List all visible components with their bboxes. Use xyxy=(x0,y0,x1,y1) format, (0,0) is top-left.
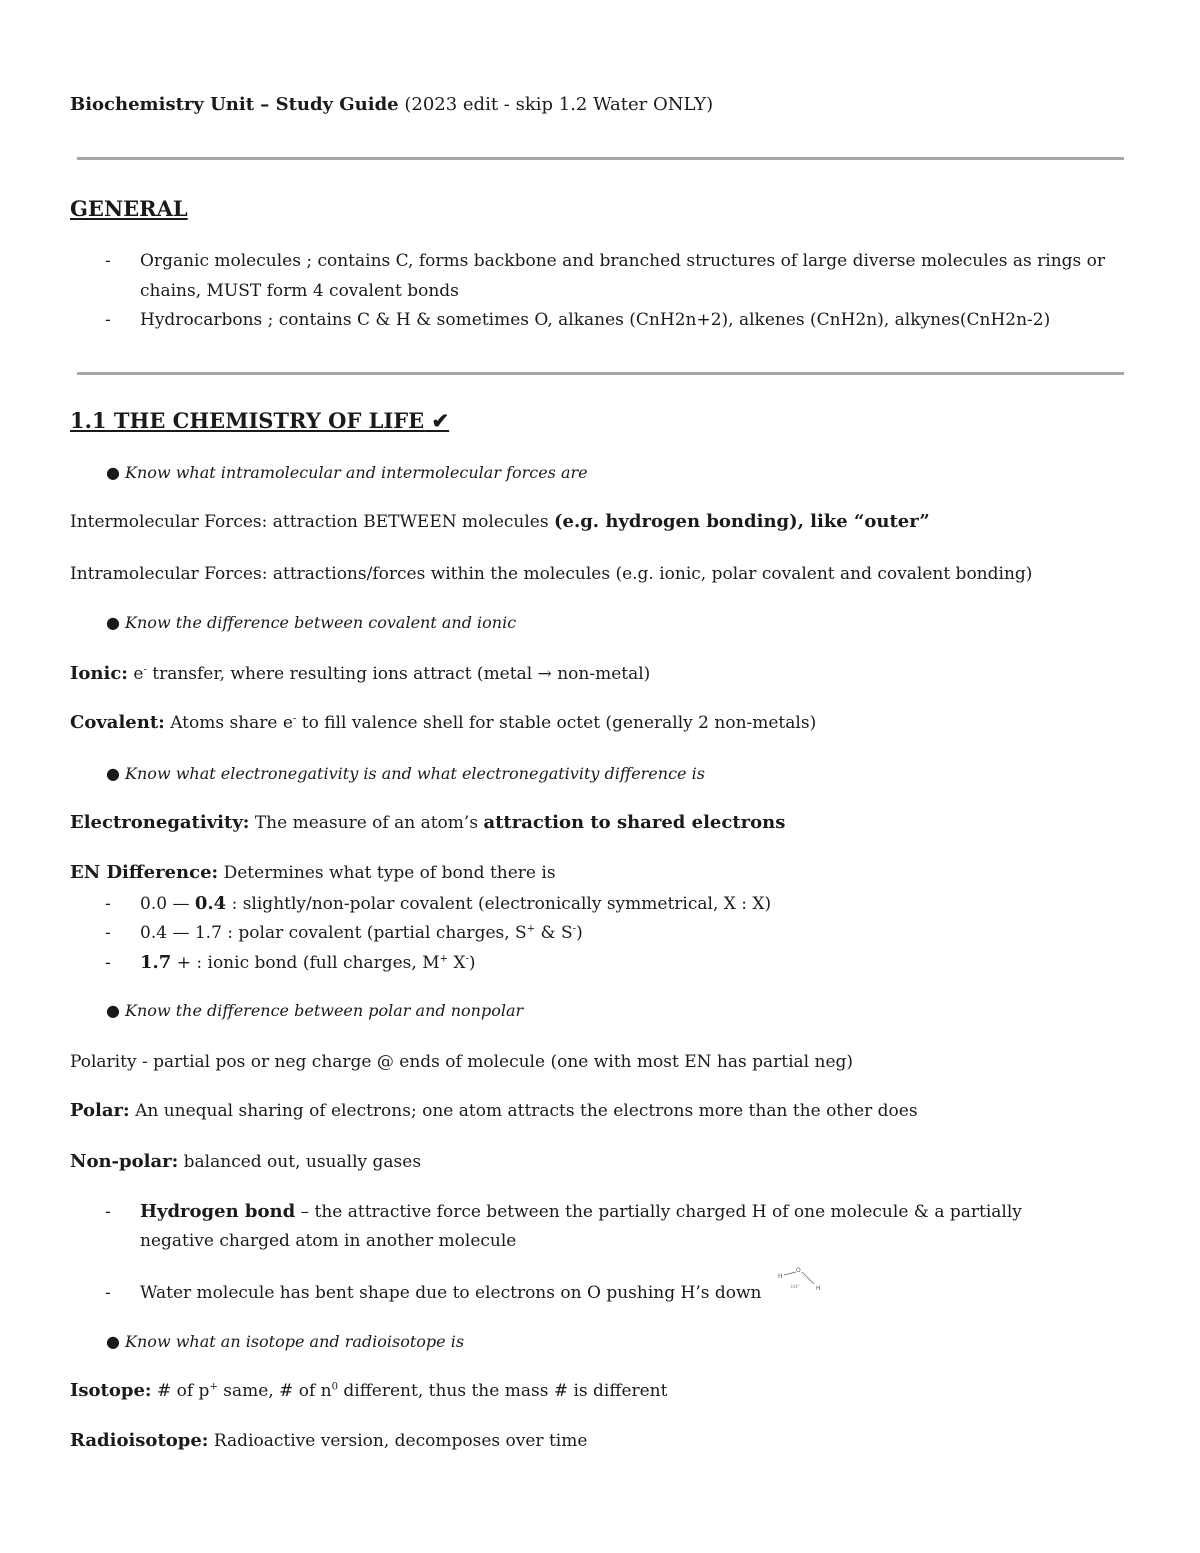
polar-definition: Polar: An unequal sharing of electrons; one atom attracts the electrons more than the other does xyxy=(70,1100,918,1121)
dash-marker: - xyxy=(105,923,111,943)
general-item-organic: Organic molecules ; contains C, forms backbone and branched structures of large diverse molecules as rings or xyxy=(140,251,1106,271)
horizontal-rule xyxy=(77,157,1124,160)
title-bold: Biochemistry Unit – Study Guide xyxy=(70,94,399,115)
svg-text:H: H xyxy=(778,1273,783,1280)
radioisotope-definition: Radioisotope: Radioactive version, decomposes over time xyxy=(70,1430,588,1451)
water-molecule-icon xyxy=(776,1264,828,1294)
hydrogen-bond-definition-cont: negative charged atom in another molecule xyxy=(140,1231,517,1251)
study-bullet: ● Know the difference between polar and nonpolar xyxy=(106,1001,524,1020)
dash-marker: - xyxy=(105,1283,111,1303)
general-item-hydrocarbons: Hydrocarbons ; contains C & H & sometimes O, alkanes (CnH2n+2), alkenes (CnH2n), alkynes(CnH2n-2) xyxy=(140,310,1051,330)
document-title xyxy=(70,94,713,116)
en-range-polar: 0.4 — 1.7 : polar covalent (partial charges, S+ & S-) xyxy=(140,923,583,943)
dash-marker: - xyxy=(105,1202,111,1222)
intermolecular-line: Intermolecular Forces: attraction BETWEEN molecules (e.g. hydrogen bonding), like “outer” xyxy=(70,511,930,532)
study-bullet: ● Know the difference between covalent and ionic xyxy=(106,613,517,632)
general-item-organic-cont: chains, MUST form 4 covalent bonds xyxy=(140,281,459,301)
covalent-definition: Covalent: Atoms share e- to fill valence shell for stable octet (generally 2 non-metals) xyxy=(70,712,817,733)
svg-text:H: H xyxy=(816,1285,821,1292)
electronegativity-definition: Electronegativity: The measure of an atom’s attraction to shared electrons xyxy=(70,812,786,833)
en-range-ionic: 1.7 + : ionic bond (full charges, M+ X-) xyxy=(140,952,476,973)
hydrogen-bond-definition: Hydrogen bond – the attractive force between the partially charged H of one molecule & a partially xyxy=(140,1201,1022,1222)
horizontal-rule xyxy=(77,372,1124,375)
nonpolar-definition: Non-polar: balanced out, usually gases xyxy=(70,1151,422,1172)
en-range-nonpolar: 0.0 — 0.4 : slightly/non-polar covalent (electronically symmetrical, X : X) xyxy=(140,893,772,914)
dash-marker: - xyxy=(105,251,111,271)
intramolecular-line: Intramolecular Forces: attractions/forces within the molecules (e.g. ionic, polar covalent and covalent bonding) xyxy=(70,564,1033,584)
isotope-definition: Isotope: # of p+ same, # of $n^0$ different, thus the mass # is different xyxy=(70,1380,668,1401)
water-shape-note: Water molecule has bent shape due to electrons on O pushing H’s down xyxy=(140,1283,762,1303)
general-heading: GENERAL xyxy=(70,196,188,221)
svg-text:O: O xyxy=(796,1267,801,1274)
dash-marker: - xyxy=(105,894,111,914)
checkmark-icon: ✔ xyxy=(431,408,450,433)
svg-text:104°: 104° xyxy=(790,1284,800,1289)
dash-marker: - xyxy=(105,953,111,973)
section-heading-1-1 xyxy=(70,408,449,434)
study-bullet: ● Know what electronegativity is and what electronegativity difference is xyxy=(106,764,705,783)
title-rest: (2023 edit - skip 1.2 Water ONLY) xyxy=(398,94,714,115)
study-bullet: ● Know what an isotope and radioisotope is xyxy=(106,1332,465,1351)
ionic-definition: Ionic: e- transfer, where resulting ions attract (metal → non-metal) xyxy=(70,663,651,684)
polarity-definition: Polarity - partial pos or neg charge @ ends of molecule (one with most EN has partial neg) xyxy=(70,1052,854,1072)
en-difference-definition: EN Difference: Determines what type of bond there is xyxy=(70,862,556,883)
dash-marker: - xyxy=(105,310,111,330)
study-bullet: ● Know what intramolecular and intermolecular forces are xyxy=(106,463,588,482)
section-heading-text: 1.1 THE CHEMISTRY OF LIFE xyxy=(70,408,425,433)
